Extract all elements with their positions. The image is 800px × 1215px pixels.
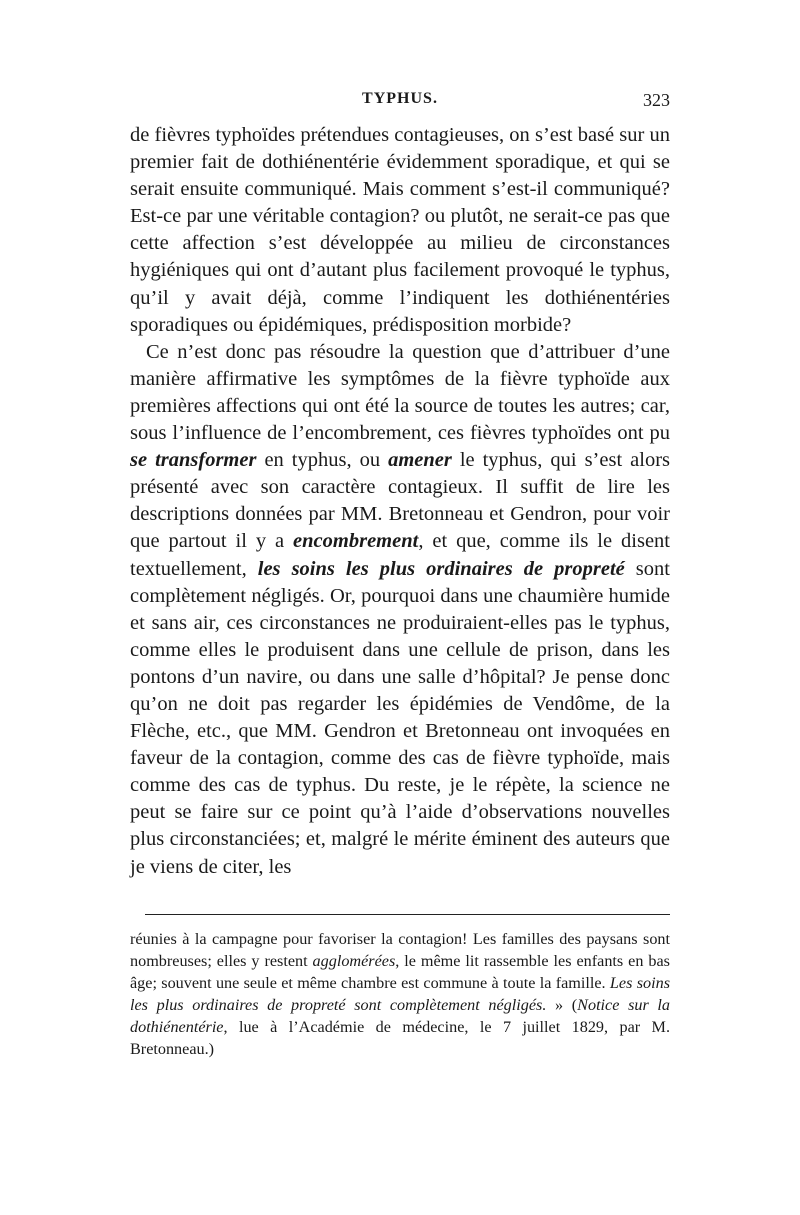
emphasis-soins-proprete: les soins les plus ordinaires de propreté <box>257 557 625 580</box>
footnote-emphasis-agglomerees: agglomérées <box>312 952 396 971</box>
emphasis-se-transformer: se transformer <box>130 449 257 472</box>
footnote-emphasis-notice: Notice sur la dothiénentérie <box>130 996 670 1037</box>
paragraph-2-text-a: Ce n’est donc pas résoudre la question que d’attribuer d’une manière affirmative les symptômes de la fièvre typhoïde aux premières affections qui ont été la source de toutes les autres; car, sous l’influence de l’encombrement, ces fièvres typhoïdes ont pu <box>130 340 670 445</box>
footnote-divider <box>145 914 670 915</box>
footnote-text-a: réunies à la campagne pour favoriser la contagion! Les familles des paysans sont nombreuses; elles y restent <box>130 930 670 971</box>
running-head: TYPHUS. <box>362 90 438 107</box>
footnote-text-b: , le même lit rassemble les enfants en bas âge; souvent une seule et même chambre est commune à toute la famille. <box>130 952 670 993</box>
footnote <box>130 928 670 1061</box>
paragraph-2-text-c: le typhus, qui s’est alors présenté avec son caractère contagieux. Il suffit de lire les descriptions données par MM. Bretonneau et Gendron, pour voir que partout il y a <box>130 449 670 553</box>
page-number: 323 <box>643 90 670 110</box>
page-header <box>130 90 670 118</box>
paragraph-2-text-d: , et que, comme ils le disent textuellement, <box>130 530 670 580</box>
emphasis-encombrement: encombrement <box>293 530 419 553</box>
paragraph-1: de fièvres typhoïdes prétendues contagieuses, on s’est basé sur un premier fait de dothiénentérie évidemment sporadique, et qui se serait ensuite communiqué. Mais comment s’est-il communiqué? Est-ce par une véritable contagion? ou plutôt, ne serait-ce pas que cette affection s’est développée au milieu de circonstances hygiéniques qui ont d’autant plus facilement provoqué le typhus, qu’il y avait déjà, comme l’indiquent les dothiénentéries sporadiques ou épidémiques, prédisposition morbide? <box>130 124 670 336</box>
paragraph-2-text-b: en typhus, ou <box>256 449 389 472</box>
footnote-text <box>130 928 670 1061</box>
main-text <box>130 122 670 881</box>
footnote-emphasis-soins: Les soins les plus ordinaires de propreté sont complètement négligés. <box>130 974 670 1015</box>
paragraph-2-text-e: sont complètement négligés. Or, pourquoi dans une chaumière humide et sans air, ces circonstances ne produiraient-elles pas le typhus, comme elles le produisent dans une cellule de prison, dans les pontons d’un navire, ou dans une salle d’hôpital? Je pense donc qu’on ne doit pas regarder les épidémies de Vendôme, de la Flèche, etc., que MM. Gendron et Bretonneau ont invoquées en faveur de la contagion, comme des cas de fièvre typhoïde, mais comme des cas de typhus. Du reste, je le répète, la science ne peut se faire sur ce point qu’à l’aide d’observations nouvelles plus circonstanciées; et, malgré le mérite éminent des auteurs que je viens de citer, les <box>130 557 670 878</box>
paragraph-2 <box>130 339 670 881</box>
footnote-text-d: , lue à l’Académie de médecine, le 7 juillet 1829, par M. Bretonneau.) <box>130 1018 670 1059</box>
emphasis-amener: amener <box>388 449 452 472</box>
footnote-text-c: » ( <box>546 996 578 1015</box>
